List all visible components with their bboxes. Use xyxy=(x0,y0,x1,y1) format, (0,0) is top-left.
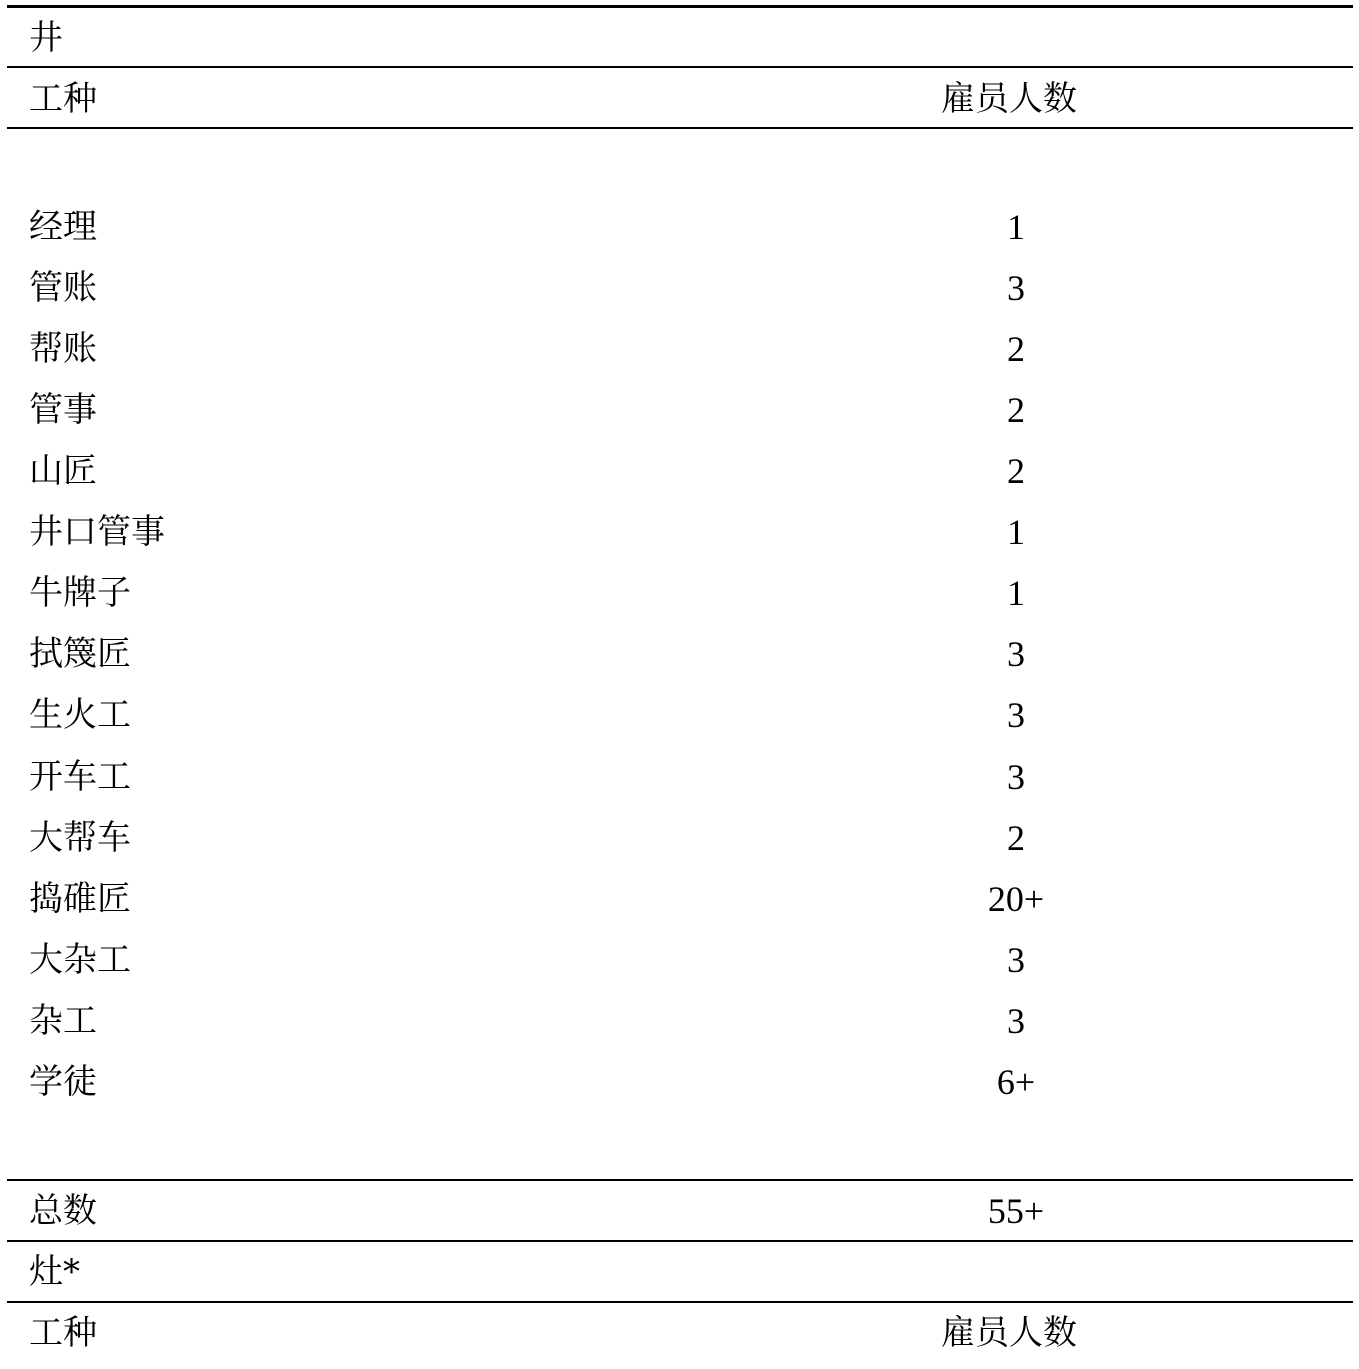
column-header-count: 雇员人数 xyxy=(941,1313,1077,1353)
stove-title-rule xyxy=(7,1301,1353,1303)
header-bottom-rule xyxy=(7,127,1353,129)
table-row-job: 井口管事 xyxy=(29,512,165,552)
table-row-count: 3 xyxy=(1007,940,1025,980)
section-title-well: 井 xyxy=(29,18,63,58)
table-row-job: 大杂工 xyxy=(29,940,131,980)
table-row-count: 3 xyxy=(1007,1001,1025,1041)
total-bottom-rule xyxy=(7,1240,1353,1242)
table-row-count: 2 xyxy=(1007,451,1025,491)
table-row-job: 经理 xyxy=(29,207,97,247)
total-label: 总数 xyxy=(29,1191,97,1231)
table-row-job: 生火工 xyxy=(29,695,131,735)
table-row-count: 2 xyxy=(1007,329,1025,369)
table-row-job: 杂工 xyxy=(29,1001,97,1041)
table-row-count: 20+ xyxy=(987,879,1045,919)
table-row-count: 2 xyxy=(1007,818,1025,858)
table-row-job: 开车工 xyxy=(29,757,131,797)
table-row-count: 2 xyxy=(1007,390,1025,430)
table-row-count: 3 xyxy=(1007,268,1025,308)
table-row-count: 3 xyxy=(1007,634,1025,674)
table-row-job: 拭篾匠 xyxy=(29,634,131,674)
total-top-rule xyxy=(7,1179,1353,1181)
table-row-count: 1 xyxy=(1007,573,1025,613)
table-row-job: 管账 xyxy=(29,268,97,308)
section-title-stove: 灶* xyxy=(29,1252,80,1292)
table-row-job: 山匠 xyxy=(29,451,97,491)
table-row-job: 牛牌子 xyxy=(29,573,131,613)
table-row-count: 3 xyxy=(1007,757,1025,797)
table-row-job: 学徒 xyxy=(29,1062,97,1102)
table-row-job: 帮账 xyxy=(29,329,97,369)
column-header-count: 雇员人数 xyxy=(941,79,1077,119)
column-header-job: 工种 xyxy=(29,1313,97,1353)
table-row-job: 管事 xyxy=(29,390,97,430)
table-row-job: 大帮车 xyxy=(29,818,131,858)
table-row-count: 1 xyxy=(1007,207,1025,247)
table-top-rule xyxy=(7,5,1353,8)
table-row-count: 6+ xyxy=(996,1062,1036,1102)
column-header-job: 工种 xyxy=(29,79,97,119)
table-row-count: 1 xyxy=(1007,512,1025,552)
total-value: 55+ xyxy=(987,1191,1045,1231)
section-title-rule xyxy=(7,66,1353,68)
table-row-job: 捣碓匠 xyxy=(29,879,131,919)
table-row-count: 3 xyxy=(1007,695,1025,735)
